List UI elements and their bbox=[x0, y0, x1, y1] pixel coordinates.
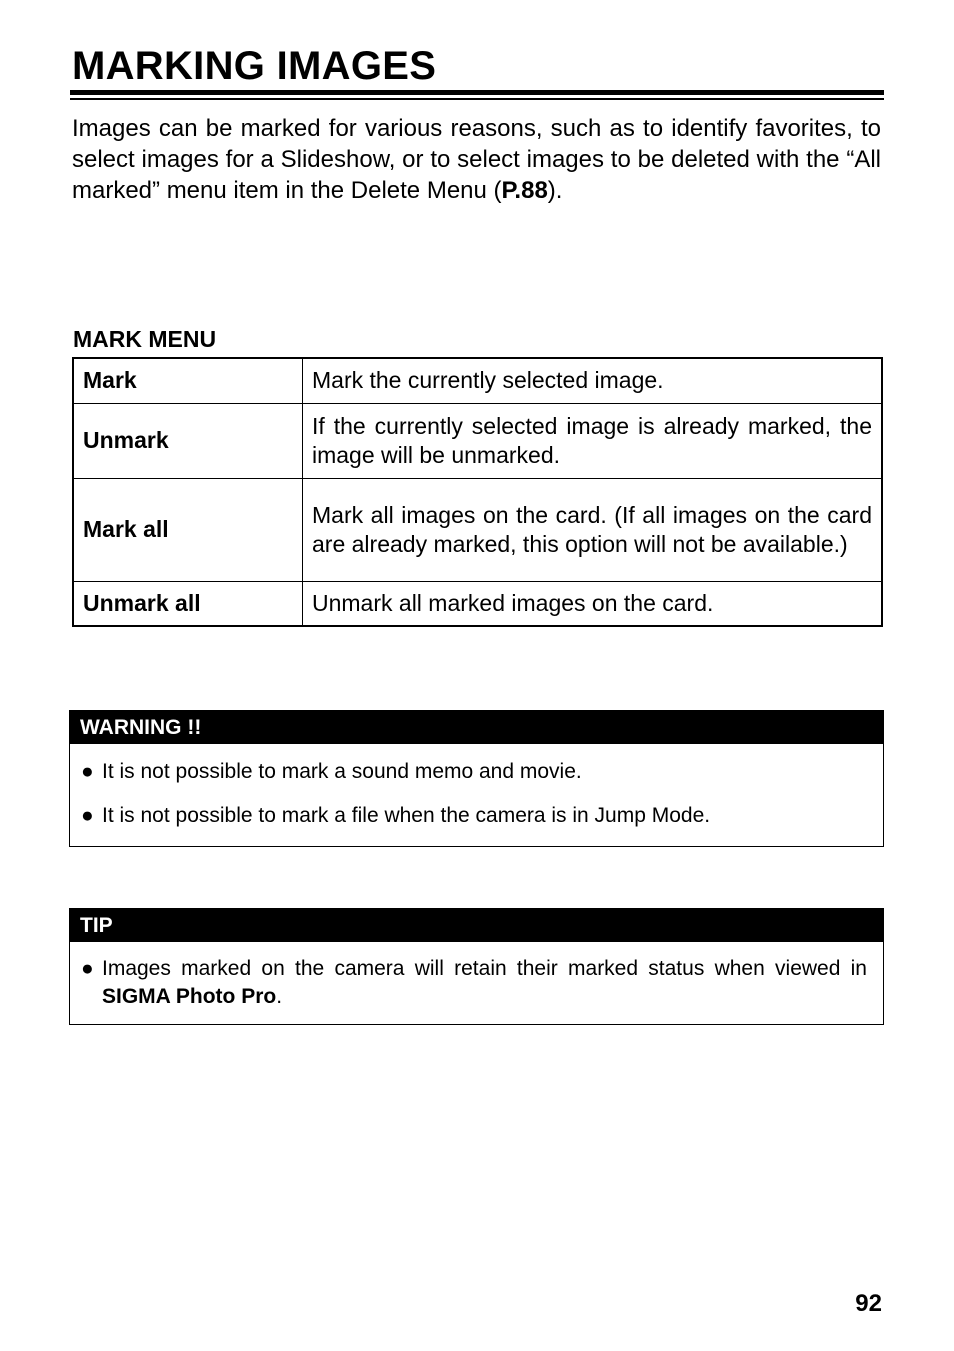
menu-item-desc: Mark all images on the card. (If all images on the card are already marked, this option will not be available.) bbox=[303, 478, 883, 581]
software-name: SIGMA Photo Pro bbox=[102, 985, 277, 1008]
bullet-icon: ● bbox=[81, 804, 94, 827]
bullet-icon: ● bbox=[81, 957, 94, 980]
page-title: MARKING IMAGES bbox=[72, 44, 437, 88]
intro-text: Images can be marked for various reasons, such as to identify favorites, to select images for a Slideshow, or to select images to be deleted with the “All marked” menu item in the Delete Menu ( bbox=[72, 115, 881, 204]
list-item bbox=[70, 802, 883, 830]
menu-item-name: Mark bbox=[73, 358, 303, 403]
title-rule-thick bbox=[70, 90, 884, 95]
list-item bbox=[70, 758, 883, 786]
menu-item-desc: If the currently selected image is already marked, the image will be unmarked. bbox=[303, 403, 883, 478]
page-number: 92 bbox=[855, 1290, 882, 1317]
menu-item-name: Mark all bbox=[73, 478, 303, 581]
warning-box bbox=[69, 710, 884, 847]
menu-item-desc: Mark the currently selected image. bbox=[303, 358, 883, 403]
menu-item-name: Unmark bbox=[73, 403, 303, 478]
menu-item-desc: Unmark all marked images on the card. bbox=[303, 581, 883, 626]
title-rule-thin bbox=[70, 98, 884, 100]
tip-box bbox=[69, 908, 884, 1025]
tip-header: TIP bbox=[70, 909, 883, 942]
warning-list bbox=[70, 744, 883, 830]
tip-list bbox=[70, 942, 883, 1011]
menu-item-name: Unmark all bbox=[73, 581, 303, 626]
table-row bbox=[73, 478, 882, 581]
table-row bbox=[73, 403, 882, 478]
mark-menu-table bbox=[72, 357, 883, 627]
intro-paragraph bbox=[72, 113, 881, 206]
mark-menu-heading: MARK MENU bbox=[73, 326, 217, 352]
tip-text: Images marked on the camera will retain their marked status when viewed in bbox=[102, 957, 867, 980]
list-item bbox=[70, 955, 883, 1011]
table-row bbox=[73, 581, 882, 626]
warning-header: WARNING !! bbox=[70, 711, 883, 744]
page-reference: P.88 bbox=[501, 177, 548, 204]
intro-text-end: ). bbox=[547, 177, 563, 204]
warning-text: It is not possible to mark a sound memo and movie. bbox=[102, 760, 582, 783]
tip-text-end: . bbox=[276, 985, 283, 1008]
table-row bbox=[73, 358, 882, 403]
bullet-icon: ● bbox=[81, 760, 94, 783]
warning-text: It is not possible to mark a file when the camera is in Jump Mode. bbox=[102, 804, 711, 827]
